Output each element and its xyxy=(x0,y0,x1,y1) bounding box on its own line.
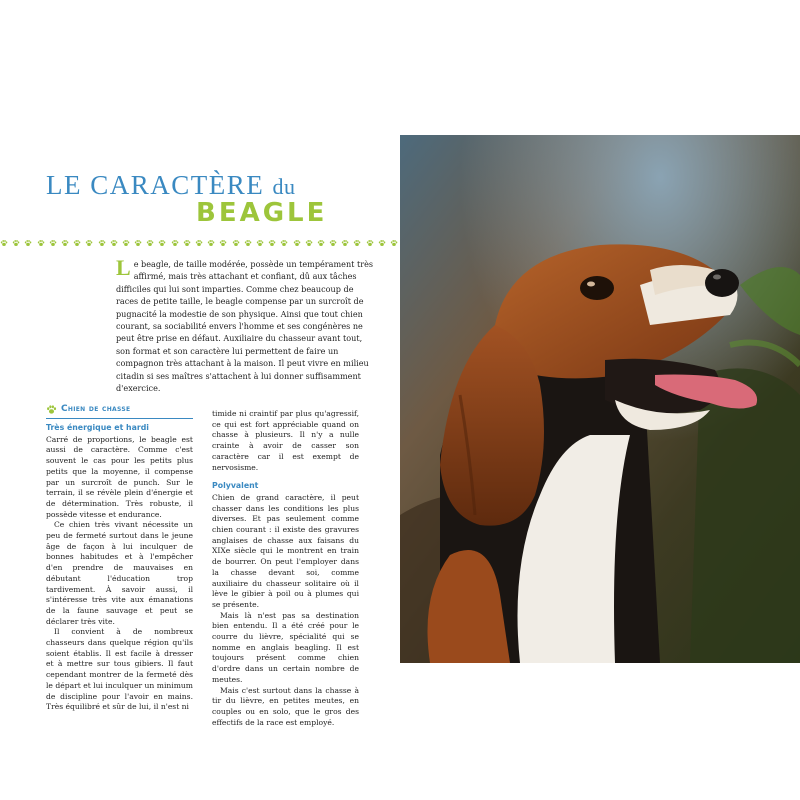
paw-print-icon xyxy=(37,239,45,247)
paragraph: Mais c'est surtout dans la chasse à tir du lièvre, en petites meutes, en couples ou en solo, que le gros des effectifs de la race est employé. xyxy=(212,685,359,727)
drop-cap: L xyxy=(116,255,131,280)
beagle-photo xyxy=(400,135,800,663)
title-small-word: du xyxy=(272,174,296,199)
column-left xyxy=(46,404,193,713)
paw-print-icon xyxy=(219,239,227,247)
beagle-portrait-image xyxy=(400,135,800,663)
paw-print-icon xyxy=(0,239,8,247)
paw-print-icon xyxy=(207,239,215,247)
paw-print-icon xyxy=(329,239,337,247)
paw-print-icon xyxy=(122,239,130,247)
paw-print-icon xyxy=(85,239,93,247)
paw-print-icon xyxy=(195,239,203,247)
intro-text: e beagle, de taille modérée, possède un tempérament très affirmé, mais très attachant et confiant, dû aux tâches difficiles qui lui sont imparties. Comme chez beaucoup de races de petite taille, le beagle compense par un surcroît de pugnacité la modestie de son physique. Ainsi que tout chien courant, sa sociabilité envers l'homme et ses congénères ne peut être prise en défaut. Auxiliaire du chasseur avant tout, son format et son caractère lui permettent de faire un compagnon très attachant à la maison. Il peut vivre en milieu citadin si ses maîtres s'attachent à lui donner suffisamment d'exercice. xyxy=(116,259,374,394)
paw-print-icon xyxy=(110,239,118,247)
paragraph: Chien de grand caractère, il peut chasser dans les conditions les plus diverses. Et pas seulement comme chien courant : il existe des gravures anglaises de chasse aux faisans du XIXe siècle qui le montrent en train de bourrer. On peut l'employer dans la chasse devant soi, comme auxiliaire du chasseur solitaire où il lève le gibier à poil ou à plumes qui se présente. xyxy=(212,492,359,609)
paragraph: Carré de proportions, le beagle est aussi de caractère. Comme c'est souvent le cas pour les petits plus petits que la moyenne, il compense par un surcroît de punch. Sur le terrain, il se révèle plein d'énergie et de détermination. Très robuste, il possède vitesse et endurance. xyxy=(46,434,193,519)
paw-print-icon xyxy=(280,239,288,247)
column-right xyxy=(212,409,359,728)
paw-print-icon xyxy=(353,239,361,247)
paw-print-icon xyxy=(305,239,313,247)
paw-print-icon xyxy=(49,239,57,247)
paw-print-icon xyxy=(366,239,374,247)
paw-print-icon xyxy=(134,239,142,247)
paw-print-icon xyxy=(73,239,81,247)
paw-print-icon xyxy=(256,239,264,247)
paw-print-icon xyxy=(183,239,191,247)
paw-print-icon xyxy=(98,239,106,247)
paragraph: Mais là n'est pas sa destination bien entendu. Il a été créé pour le courre du lièvre, spécialité qui se nomme en anglais beagling. Il est toujours présent comme chien d'ordre dans un certain nombre de meutes. xyxy=(212,610,359,684)
paw-print-icon xyxy=(378,239,386,247)
paw-print-icon xyxy=(341,239,349,247)
paw-print-icon xyxy=(317,239,325,247)
subheading-versatile: Polyvalent xyxy=(212,481,259,491)
paw-print-icon xyxy=(61,239,69,247)
paragraph: timide ni craintif par plus qu'agressif, ce qui est fort appréciable quand on chasse à plusieurs. Il n'y a nulle crainte à avoir de casser son caractère car il est exempt de nervosisme. xyxy=(212,409,359,472)
paw-print-icon xyxy=(158,239,166,247)
paw-print-icon xyxy=(12,239,20,247)
section-heading xyxy=(46,404,193,419)
title-main: LE CARACTÈRE xyxy=(46,170,265,200)
paw-print-icon xyxy=(146,239,154,247)
section-heading-text: Chien de chasse xyxy=(61,404,131,415)
paw-print-icon xyxy=(293,239,301,247)
paw-print-icon xyxy=(390,239,398,247)
intro-paragraph xyxy=(116,255,374,394)
title-breed: BEAGLE xyxy=(196,198,328,228)
paragraph: Il convient à de nombreux chasseurs dans quelque région qu'ils soient établis. Il est facile à dresser et à mettre sur tous gibiers. Il faut cependant montrer de la fermeté dès le départ et lui inculquer un minimum de discipline pour l'avoir en mains. Très équilibré et sûr de lui, il n'est ni xyxy=(46,627,193,712)
paw-print-icon xyxy=(46,404,57,415)
paw-print-icon xyxy=(244,239,252,247)
paragraph: Ce chien très vivant nécessite un peu de fermeté surtout dans le jeune âge de façon à lui inculquer de bonnes habitudes et à l'empêcher d'en prendre de mauvaises en débutant l'éducation trop tardivement. À savoir aussi, il s'intéresse très vite aux émanations de la faune sauvage et peut se déclarer très vite. xyxy=(46,520,193,626)
page-title xyxy=(46,172,386,226)
subheading-energetic: Très énergique et hardi xyxy=(46,423,149,432)
paw-print-divider xyxy=(0,239,400,249)
paw-print-icon xyxy=(171,239,179,247)
paw-print-icon xyxy=(232,239,240,247)
paw-print-icon xyxy=(24,239,32,247)
paw-print-icon xyxy=(268,239,276,247)
